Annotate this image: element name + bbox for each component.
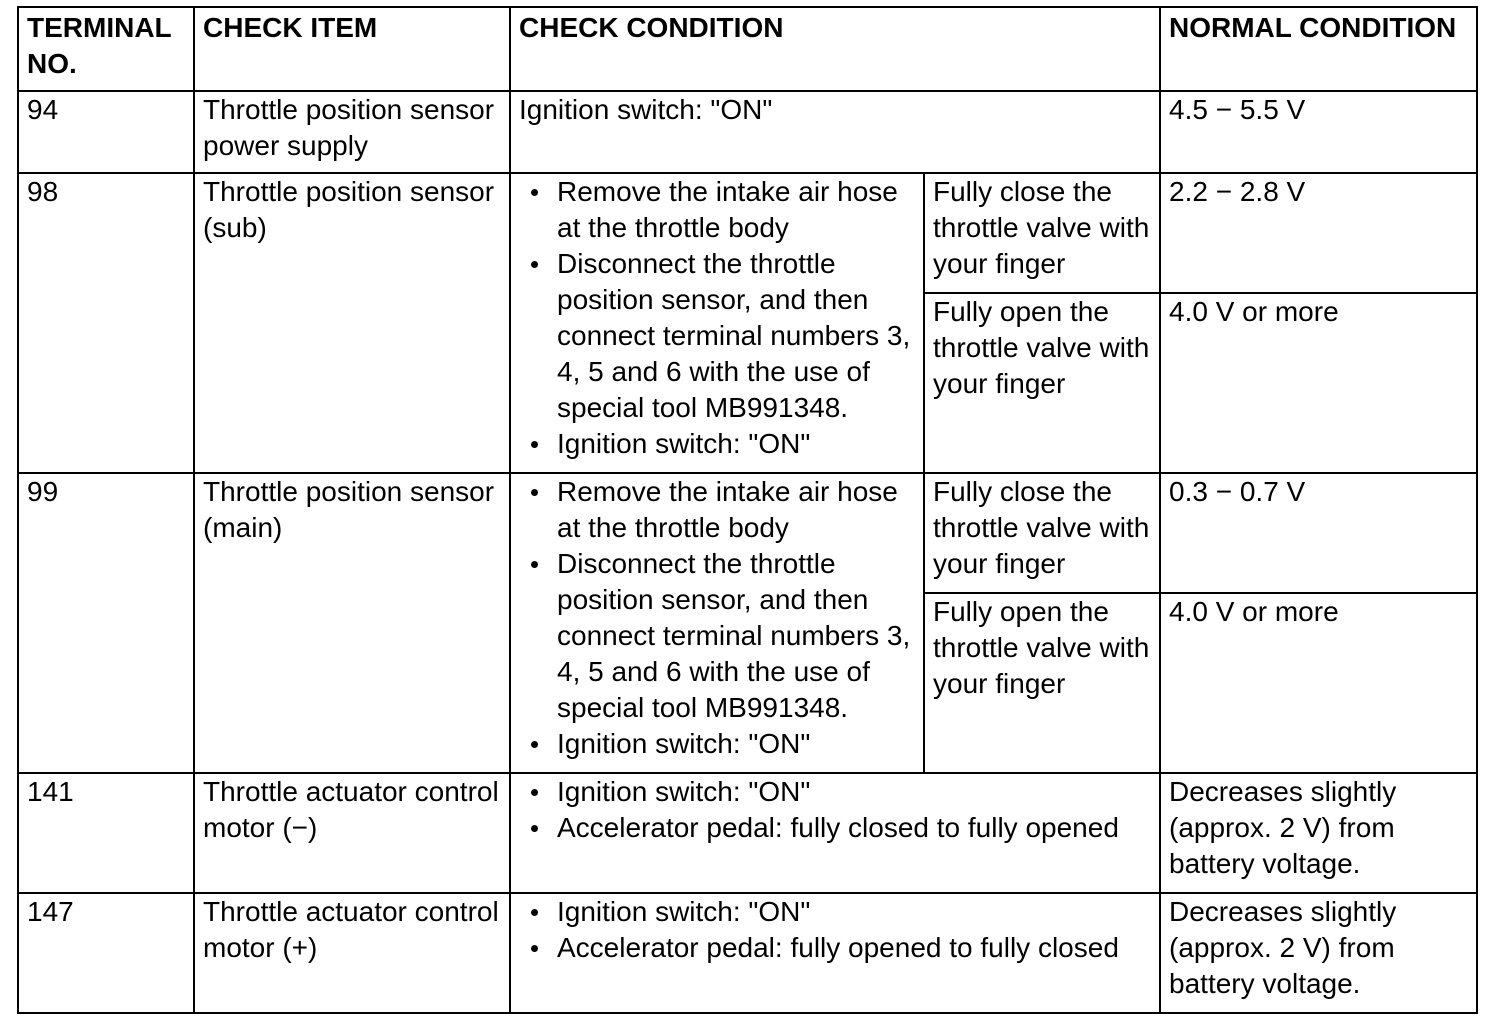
bullet-item: Ignition switch: "ON": [519, 774, 1151, 810]
check-condition-cell: [510, 473, 924, 773]
normal-condition-open: 4.0 V or more: [1160, 593, 1477, 773]
normal-condition-cell: Decreases slightly (approx. 2 V) from battery voltage.: [1160, 893, 1477, 1013]
terminal-cell: 99: [18, 473, 194, 773]
check-condition-cell: [510, 893, 1160, 1013]
sub-condition-open: Fully open the throttle valve with your finger: [924, 293, 1160, 473]
terminal-cell: 147: [18, 893, 194, 1013]
bullet-item: Remove the intake air hose at the throttle body: [519, 174, 915, 246]
check-condition-cell: [510, 773, 1160, 893]
terminal-cell: 98: [18, 173, 194, 473]
check-item-cell: Throttle position sensor power supply: [194, 91, 510, 173]
terminal-check-table: [17, 6, 1478, 1014]
bullet-item: Disconnect the throttle position sensor, and then connect terminal numbers 3, 4, 5 and 6 with the use of special tool MB991348.: [519, 546, 915, 726]
table-row-147: [18, 893, 1477, 1013]
header-check-condition: CHECK CONDITION: [510, 7, 1160, 91]
table-row-94: [18, 91, 1477, 173]
bullet-item: Accelerator pedal: fully closed to fully opened: [519, 810, 1151, 846]
condition-bullet-list: [519, 474, 915, 762]
normal-condition-close: 0.3 − 0.7 V: [1160, 473, 1477, 593]
normal-condition-cell: Decreases slightly (approx. 2 V) from battery voltage.: [1160, 773, 1477, 893]
terminal-cell: 141: [18, 773, 194, 893]
bullet-item: Remove the intake air hose at the throttle body: [519, 474, 915, 546]
normal-condition-close: 2.2 − 2.8 V: [1160, 173, 1477, 293]
sub-condition-close: Fully close the throttle valve with your finger: [924, 173, 1160, 293]
check-item-cell: Throttle position sensor (main): [194, 473, 510, 773]
check-item-cell: Throttle actuator control motor (−): [194, 773, 510, 893]
table-row-98: [18, 173, 1477, 293]
sub-condition-close: Fully close the throttle valve with your finger: [924, 473, 1160, 593]
check-item-cell: Throttle actuator control motor (+): [194, 893, 510, 1013]
check-condition-cell: [510, 173, 924, 473]
header-terminal-no: TERMINAL NO.: [18, 7, 194, 91]
normal-condition-open: 4.0 V or more: [1160, 293, 1477, 473]
terminal-cell: 94: [18, 91, 194, 173]
check-item-cell: Throttle position sensor (sub): [194, 173, 510, 473]
normal-condition-cell: 4.5 − 5.5 V: [1160, 91, 1477, 173]
header-row: [18, 7, 1477, 91]
header-normal-condition: NORMAL CONDITION: [1160, 7, 1477, 91]
table-row-99: [18, 473, 1477, 593]
bullet-item: Accelerator pedal: fully opened to fully closed: [519, 930, 1151, 966]
check-condition-cell: Ignition switch: "ON": [510, 91, 1160, 173]
table-row-141: [18, 773, 1477, 893]
sub-condition-open: Fully open the throttle valve with your finger: [924, 593, 1160, 773]
condition-bullet-list: [519, 894, 1151, 966]
bullet-item: Ignition switch: "ON": [519, 726, 915, 762]
condition-bullet-list: [519, 174, 915, 462]
condition-bullet-list: [519, 774, 1151, 846]
bullet-item: Ignition switch: "ON": [519, 426, 915, 462]
header-check-item: CHECK ITEM: [194, 7, 510, 91]
bullet-item: Ignition switch: "ON": [519, 894, 1151, 930]
bullet-item: Disconnect the throttle position sensor, and then connect terminal numbers 3, 4, 5 and 6 with the use of special tool MB991348.: [519, 246, 915, 426]
